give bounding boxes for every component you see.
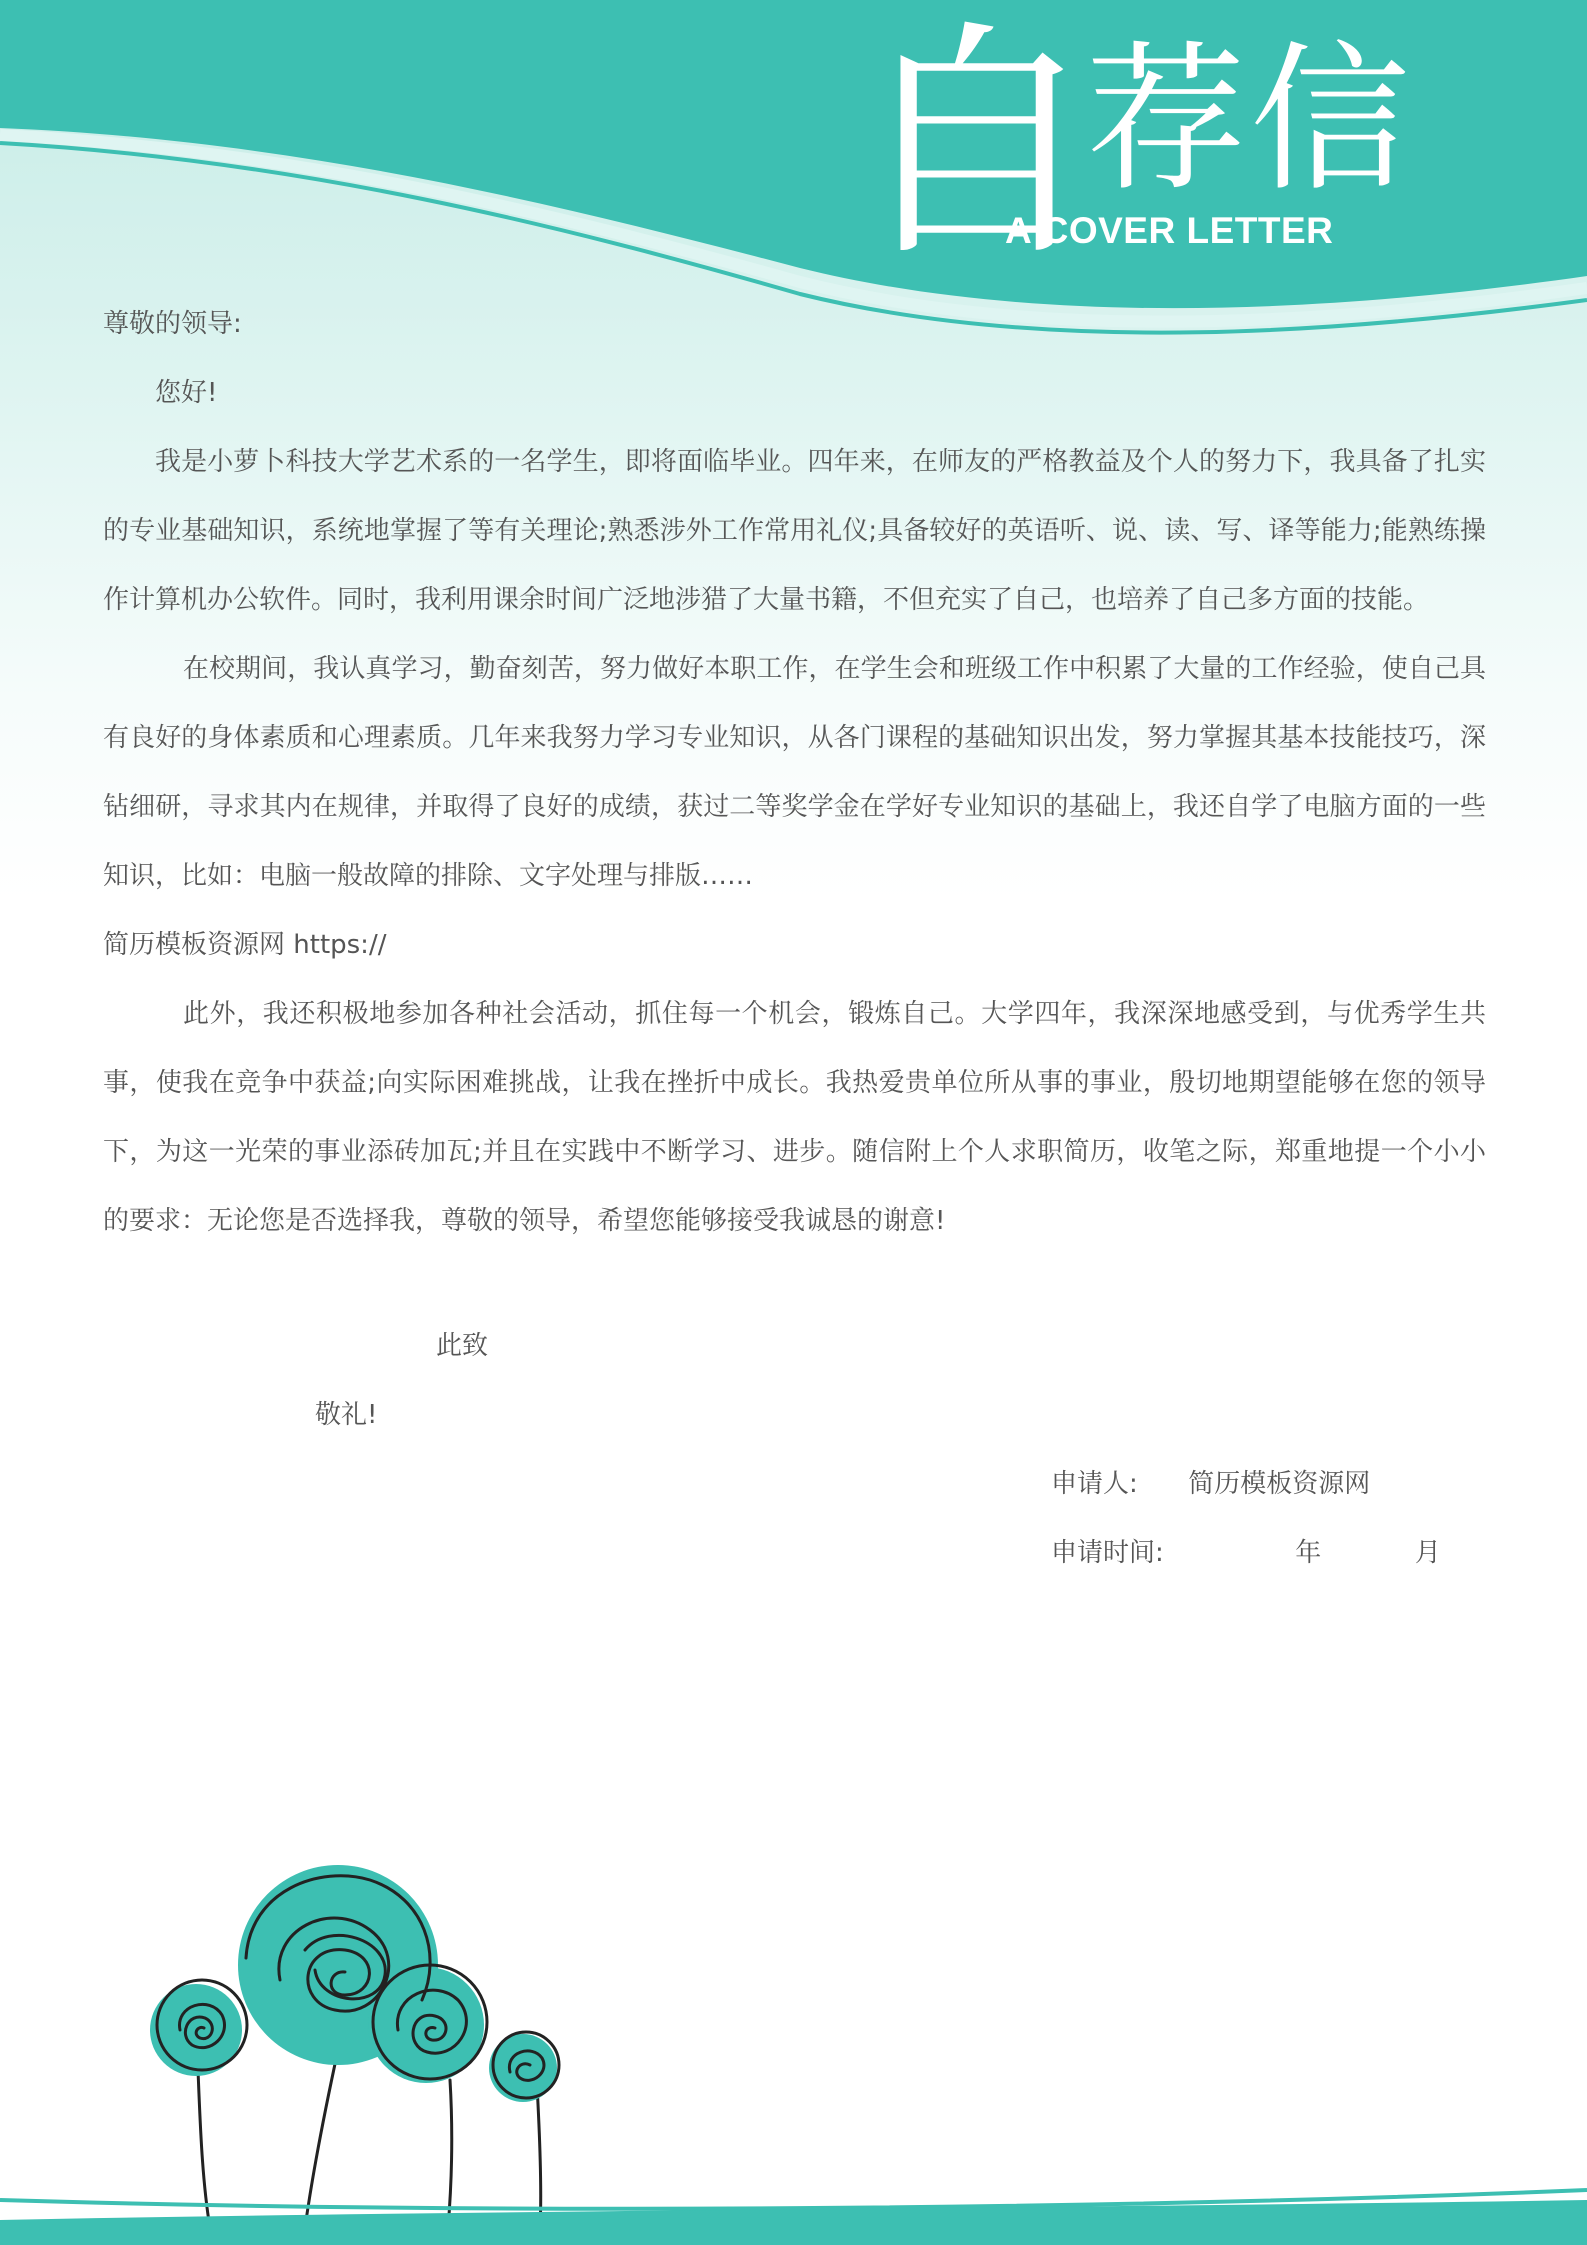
applicant-name: 简历模板资源网	[1188, 1469, 1371, 1499]
date-label: 申请时间:	[1051, 1538, 1164, 1568]
footer-wave	[0, 2170, 1587, 2245]
title-char-large: 自	[850, 0, 1086, 290]
applicant-row	[1051, 1463, 1370, 1500]
salutation: 尊敬的领导:	[103, 309, 242, 339]
website-link[interactable]: 简历模板资源网 https://	[103, 930, 387, 960]
paragraph: 在校期间，我认真学习，勤奋刻苦，努力做好本职工作，在学生会和班级工作中积累了大量的工作经验，使自己具有良好的身体素质和心理素质。几年来我努力学习专业知识，从各门课程的基础知识出发，努力掌握其基本技能技巧，深钻细研，寻求其内在规律，并取得了良好的成绩，获过二等奖学金在学好专业知识的基础上，我还自学了电脑方面的一些知识，比如：电脑一般故障的排除、文字处理与排版……	[103, 654, 1486, 891]
month-label: 月	[1414, 1538, 1441, 1568]
closing-line: 此致	[436, 1331, 489, 1361]
paragraph: 此外，我还积极地参加各种社会活动，抓住每一个机会，锻炼自己。大学四年，我深深地感受到，与优秀学生共事，使我在竞争中获益;向实际困难挑战，让我在挫折中成长。我热爱贵单位所从事的事业，殷切地期望能够在您的领导下，为这一光荣的事业添砖加瓦;并且在实践中不断学习、进步。随信附上个人求职简历，收笔之际，郑重地提一个小小的要求：无论您是否选择我，尊敬的领导，希望您能够接受我诚恳的谢意!	[103, 999, 1486, 1236]
year-label: 年	[1295, 1538, 1322, 1568]
title-chars: 荐信	[1086, 26, 1415, 213]
date-row	[1051, 1532, 1441, 1569]
applicant-label: 申请人:	[1051, 1469, 1138, 1499]
greeting: 您好!	[155, 378, 218, 408]
page-subtitle: A COVER LETTER	[1005, 210, 1334, 251]
letter-body	[103, 290, 1486, 1256]
paragraph: 我是小萝卜科技大学艺术系的一名学生，即将面临毕业。四年来，在师友的严格教益及个人的努力下，我具备了扎实的专业基础知识，系统地掌握了等有关理论;熟悉涉外工作常用礼仪;具备较好的英语听、说、读、写、译等能力;能熟练操作计算机办公软件。同时，我利用课余时间广泛地涉猎了大量书籍，不但充实了自己，也培养了自己多方面的技能。	[103, 447, 1486, 615]
closing-regards: 敬礼!	[315, 1400, 378, 1430]
